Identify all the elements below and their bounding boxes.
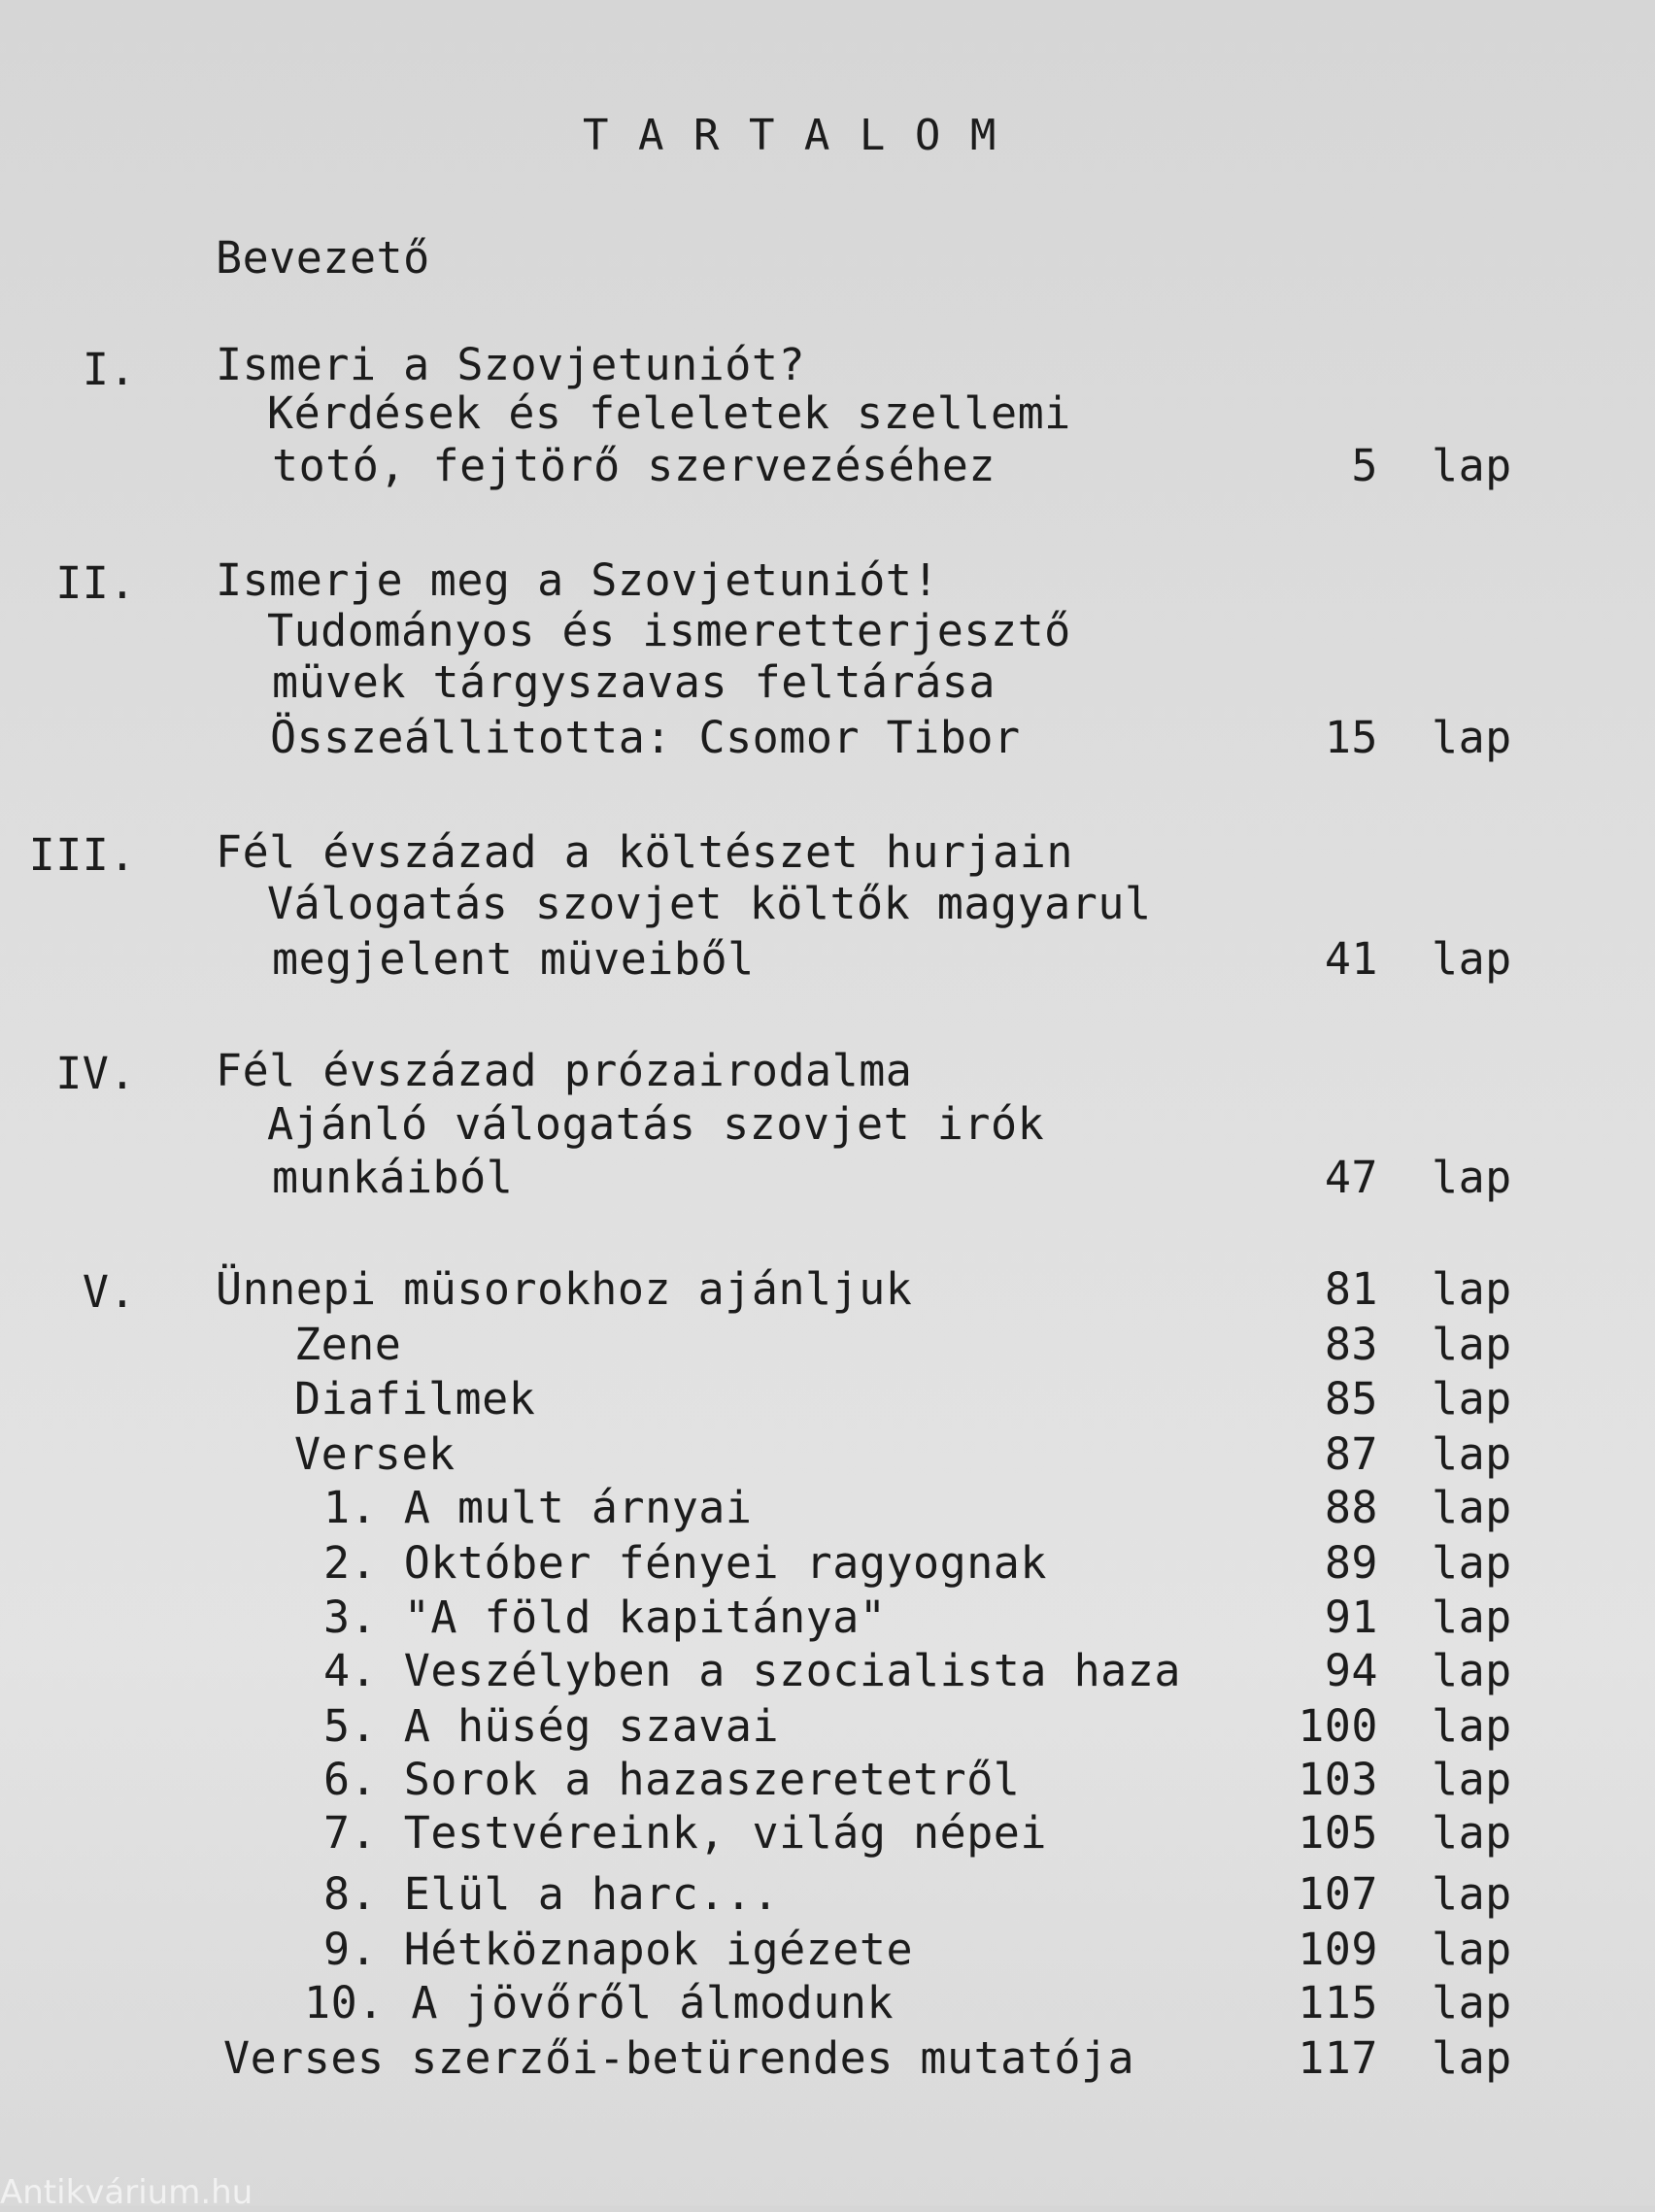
poem-entry: 2. Október fényei ragyognak: [323, 1537, 1047, 1589]
section-3-page: 41: [1324, 933, 1378, 985]
author-index-entry: Verses szerzői-betürendes mutatója: [223, 2032, 1135, 2084]
poem-entry: 4. Veszélyben a szocialista haza: [323, 1645, 1181, 1696]
section-3-numeral: III.: [28, 829, 136, 881]
section-4-title: Fél évszázad prózairodalma: [216, 1045, 913, 1096]
section-2-title: Ismerje meg a Szovjetuniót!: [216, 554, 939, 606]
poem-page: 109: [1298, 1924, 1378, 1975]
sub-entry: Zene: [294, 1319, 402, 1370]
section-2-desc: müvek tárgyszavas feltárása: [272, 656, 996, 708]
poem-page: 100: [1298, 1700, 1378, 1752]
sub-entry: Diafilmek: [294, 1373, 536, 1424]
section-3-desc: megjelent müveiből: [272, 933, 755, 985]
poem-entry: 1. A mult árnyai: [323, 1482, 753, 1533]
poem-entry: 6. Sorok a hazaszeretetről: [323, 1754, 1021, 1805]
section-5-title: Ünnepi müsorokhoz ajánljuk: [216, 1263, 913, 1315]
page-unit: lap: [1432, 1537, 1512, 1589]
section-1-desc: Kérdések és feleletek szellemi: [267, 387, 1071, 439]
section-5-numeral: V.: [82, 1266, 136, 1318]
poem-page: 88: [1324, 1482, 1378, 1533]
section-4-page: 47: [1324, 1152, 1378, 1203]
page-unit: lap: [1432, 933, 1512, 985]
poem-entry: 10. A jövőről álmodunk: [304, 1977, 895, 2028]
sub-entry-page: 83: [1324, 1319, 1378, 1370]
section-2-desc: Tudományos és ismeretterjesztő: [267, 605, 1071, 656]
section-1-title: Ismeri a Szovjetuniót?: [216, 339, 806, 390]
poem-entry: 3. "A föld kapitánya": [323, 1592, 887, 1643]
section-4-numeral: IV.: [55, 1048, 136, 1099]
poem-page: 105: [1298, 1807, 1378, 1859]
page-title: T A R T A L O M: [583, 111, 998, 160]
intro-entry: Bevezető: [216, 232, 430, 284]
sub-entry-page: 85: [1324, 1373, 1378, 1424]
page-unit: lap: [1432, 1645, 1512, 1696]
poem-entry: 5. A hüség szavai: [323, 1700, 780, 1752]
page-unit: lap: [1432, 1868, 1512, 1920]
page-unit: lap: [1432, 1263, 1512, 1315]
page-unit: lap: [1432, 1319, 1512, 1370]
poem-page: 115: [1298, 1977, 1378, 2028]
section-1-page: 5: [1351, 440, 1378, 491]
page-unit: lap: [1432, 1373, 1512, 1424]
sub-entry: Versek: [294, 1428, 456, 1480]
section-3-desc: Válogatás szovjet költők magyarul: [267, 878, 1152, 929]
poem-entry: 8. Elül a harc...: [323, 1868, 780, 1920]
page-unit: lap: [1432, 1977, 1512, 2028]
page-unit: lap: [1432, 1807, 1512, 1859]
section-1-numeral: I.: [82, 344, 136, 395]
section-1-desc: totó, fejtörő szervezéséhez: [272, 440, 996, 491]
author-index-page: 117: [1298, 2032, 1378, 2084]
section-2-page: 15: [1324, 712, 1378, 763]
section-4-desc: Ajánló válogatás szovjet irók: [267, 1098, 1045, 1150]
poem-page: 91: [1324, 1592, 1378, 1643]
poem-page: 94: [1324, 1645, 1378, 1696]
page-unit: lap: [1432, 440, 1512, 491]
page-unit: lap: [1432, 1592, 1512, 1643]
section-2-numeral: II.: [55, 557, 136, 609]
sub-entry-page: 87: [1324, 1428, 1378, 1480]
page-unit: lap: [1432, 1482, 1512, 1533]
section-5-page: 81: [1324, 1263, 1378, 1315]
page-unit: lap: [1432, 1754, 1512, 1805]
poem-page: 89: [1324, 1537, 1378, 1589]
watermark: Antikvárium.hu: [0, 2173, 253, 2212]
section-2-compiler: Összeállitotta: Csomor Tibor: [270, 712, 1021, 763]
page-unit: lap: [1432, 1924, 1512, 1975]
page-unit: lap: [1432, 712, 1512, 763]
section-4-desc: munkáiból: [272, 1152, 514, 1203]
poem-entry: 9. Hétköznapok igézete: [323, 1924, 914, 1975]
page-unit: lap: [1432, 1152, 1512, 1203]
page-unit: lap: [1432, 1700, 1512, 1752]
poem-entry: 7. Testvéreink, világ népei: [323, 1807, 1047, 1859]
section-3-title: Fél évszázad a költészet hurjain: [216, 826, 1073, 878]
poem-page: 103: [1298, 1754, 1378, 1805]
page-unit: lap: [1432, 1428, 1512, 1480]
page-unit: lap: [1432, 2032, 1512, 2084]
poem-page: 107: [1298, 1868, 1378, 1920]
